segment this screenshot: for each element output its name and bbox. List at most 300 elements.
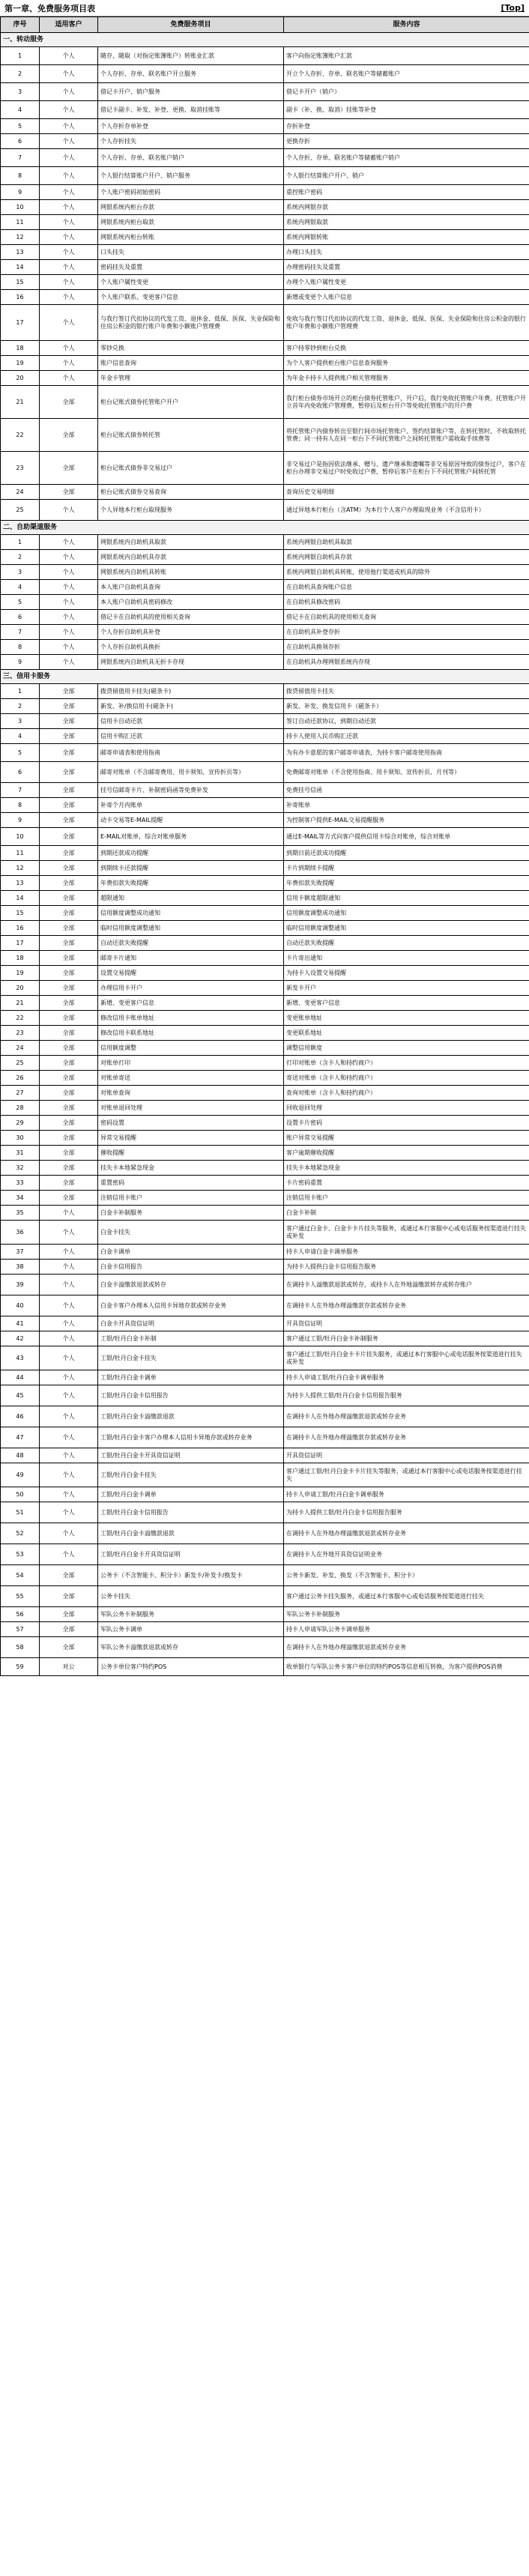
cell-no: 21 (1, 386, 40, 419)
table-row (1, 1295, 529, 1316)
cell-no: 18 (1, 341, 40, 356)
cell-no: 32 (1, 1161, 40, 1176)
cell-content: 在自助机具查询账户信息 (284, 580, 529, 595)
cell-customer: 个人 (40, 83, 98, 101)
cell-item: 口头挂失 (98, 245, 284, 260)
cell-content: 卡片寄出通知 (284, 951, 529, 966)
cell-customer: 个人 (40, 200, 98, 215)
cell-no: 24 (1, 485, 40, 500)
table-row (1, 1011, 529, 1026)
cell-item: 密码设置 (98, 1116, 284, 1131)
cell-no: 38 (1, 1260, 40, 1275)
cell-customer: 全部 (40, 828, 98, 846)
cell-item: 军队公务卡调单 (98, 1622, 284, 1637)
cell-content: 在调持卡人在外地办理溢缴款退款或转存业务 (284, 1523, 529, 1544)
cell-content: 开立个人存折、存单、联名账户等储蓄账户 (284, 65, 529, 83)
cell-item: 本人账户自助机具密码修改 (98, 595, 284, 610)
cell-customer: 全部 (40, 386, 98, 419)
cell-content: 办理口头挂失 (284, 245, 529, 260)
cell-content: 个人银行结算账户开户、销户 (284, 167, 529, 185)
cell-customer: 个人 (40, 356, 98, 371)
cell-content: 调整信用额度 (284, 1041, 529, 1056)
cell-content: 在调持卡人在外地开具资信证明业务 (284, 1544, 529, 1565)
table-row (1, 305, 529, 341)
cell-item: 年金卡管理 (98, 371, 284, 386)
cell-item: 网银系统内自助机具转账 (98, 565, 284, 580)
cell-item: 超限通知 (98, 891, 284, 906)
cell-content: 持卡人申请工银/牡丹白金卡调单服务 (284, 1370, 529, 1385)
cell-item: 办理信用卡开户 (98, 981, 284, 996)
cell-content: 为年金卡持卡人提供账户相关管理服务 (284, 371, 529, 386)
table-row (1, 200, 529, 215)
cell-content: 在自助机具补登存折 (284, 625, 529, 640)
cell-no: 51 (1, 1502, 40, 1523)
cell-item: 网银系统内柜台转账 (98, 230, 284, 245)
cell-item: 柜台记账式债券托管账户开户 (98, 386, 284, 419)
cell-item: 对账单打印 (98, 1056, 284, 1071)
cell-no: 47 (1, 1427, 40, 1448)
cell-item: 白金卡调单 (98, 1245, 284, 1260)
cell-customer: 个人 (40, 101, 98, 119)
cell-content: 免收与我行签订代扣协议的代发工资、退休金、低保、医保、失业保险和住房公积金的银行账户年费和小额账户管理费 (284, 305, 529, 341)
cell-item: 工银/牡丹白金卡溢缴款退款 (98, 1523, 284, 1544)
cell-item: 军队公务卡补制服务 (98, 1607, 284, 1622)
cell-item: 网银系统内柜台取款 (98, 215, 284, 230)
cell-no: 11 (1, 215, 40, 230)
cell-item: 账户信息查询 (98, 356, 284, 371)
cell-no: 17 (1, 305, 40, 341)
cell-no: 39 (1, 1275, 40, 1295)
table-row (1, 1116, 529, 1131)
cell-item: 动卡交易等E-MAIL提醒 (98, 813, 284, 828)
cell-customer: 全部 (40, 1146, 98, 1161)
cell-content: 将托管账户内债券转出至银行间市场托管账户、签约结算账户等，在转托管时，不收取转托管费；同一持有人在同一柜台下不同托管账户之间转托管账户需收取手续费等 (284, 419, 529, 452)
cell-customer: 个人 (40, 565, 98, 580)
cell-no: 16 (1, 921, 40, 936)
table-row (1, 625, 529, 640)
section-title: 三、信用卡服务 (1, 670, 529, 684)
cell-content: 查询历史交易明细 (284, 485, 529, 500)
cell-content: 账户异常交易提醒 (284, 1131, 529, 1146)
cell-no: 57 (1, 1622, 40, 1637)
cell-item: 个人账户联系、变更客户信息 (98, 290, 284, 305)
col-header-content: 服务内容 (284, 17, 529, 33)
table-row (1, 550, 529, 565)
cell-content: 新增、变更客户信息 (284, 996, 529, 1011)
cell-item: 对账单查询 (98, 1086, 284, 1101)
cell-customer: 全部 (40, 996, 98, 1011)
table-row (1, 828, 529, 846)
cell-customer: 个人 (40, 275, 98, 290)
table-row (1, 1463, 529, 1487)
table-row (1, 1427, 529, 1448)
cell-no: 1 (1, 47, 40, 65)
section-title: 一、转动服务 (1, 33, 529, 47)
cell-item: 柜台记账式债券交易查询 (98, 485, 284, 500)
cell-no: 27 (1, 1086, 40, 1101)
col-header-customer: 适用客户 (40, 17, 98, 33)
cell-no: 9 (1, 185, 40, 200)
cell-customer: 个人 (40, 550, 98, 565)
table-row (1, 876, 529, 891)
cell-customer: 全部 (40, 891, 98, 906)
table-row (1, 906, 529, 921)
table-row (1, 1586, 529, 1607)
cell-item: 军队公务卡溢缴款退款或转存 (98, 1637, 284, 1658)
table-row (1, 1346, 529, 1370)
cell-customer: 全部 (40, 744, 98, 762)
table-row (1, 371, 529, 386)
cell-no: 7 (1, 149, 40, 167)
cell-item: 白金卡开具资信证明 (98, 1316, 284, 1331)
cell-content: 在自助机具修改密码 (284, 595, 529, 610)
cell-content: 客户通过工银/牡丹白金卡补制服务 (284, 1331, 529, 1346)
cell-content: 通过E-MAIL等方式向客户提供信用卡综合对账单，综合对账单 (284, 828, 529, 846)
table-row (1, 1331, 529, 1346)
cell-no: 19 (1, 356, 40, 371)
table-row (1, 1658, 529, 1676)
cell-no: 50 (1, 1487, 40, 1502)
table-row (1, 684, 529, 699)
cell-content: 为控制客户提供E-MAIL交易提醒服务 (284, 813, 529, 828)
table-row (1, 1041, 529, 1056)
table-row (1, 1385, 529, 1406)
cell-content: 新增或变更个人账户信息 (284, 290, 529, 305)
table-row (1, 714, 529, 729)
cell-customer: 全部 (40, 1586, 98, 1607)
cell-no: 45 (1, 1385, 40, 1406)
cell-no: 42 (1, 1331, 40, 1346)
cell-customer: 个人 (40, 1295, 98, 1316)
cell-customer: 个人 (40, 1502, 98, 1523)
cell-customer: 个人 (40, 185, 98, 200)
cell-item: 本人账户自助机具查询 (98, 580, 284, 595)
cell-customer: 全部 (40, 1637, 98, 1658)
cell-customer: 个人 (40, 535, 98, 550)
cell-content: 在调持卡人在外地办理溢缴款存款或转存业务 (284, 1427, 529, 1448)
cell-content: 年费扣款失败提醒 (284, 876, 529, 891)
cell-no: 17 (1, 936, 40, 951)
page-title: 第一章、免费服务项目表 (4, 3, 95, 13)
cell-no: 30 (1, 1131, 40, 1146)
cell-content: 信用卡额度超限通知 (284, 891, 529, 906)
cell-customer: 全部 (40, 1622, 98, 1637)
table-row (1, 230, 529, 245)
cell-customer: 全部 (40, 699, 98, 714)
cell-content: 免费邮寄对账单（不含使用指南、用卡须知、宣传折页、月刊等） (284, 762, 529, 783)
cell-customer: 全部 (40, 419, 98, 452)
cell-item: 个人存折挂失 (98, 134, 284, 149)
cell-customer: 全部 (40, 1071, 98, 1086)
cell-item: 补寄个月内账单 (98, 798, 284, 813)
cell-no: 11 (1, 846, 40, 861)
cell-customer: 个人 (40, 1221, 98, 1245)
cell-content: 为持卡人提供白金卡信用报告服务 (284, 1260, 529, 1275)
cell-customer: 个人 (40, 215, 98, 230)
cell-customer: 全部 (40, 906, 98, 921)
table-row (1, 134, 529, 149)
cell-item: 公务卡单位客户特约POS (98, 1658, 284, 1676)
cell-no: 4 (1, 101, 40, 119)
cell-item: 随存、随取（对指定账簿账户）转账业汇款 (98, 47, 284, 65)
cell-customer: 全部 (40, 1131, 98, 1146)
cell-customer: 全部 (40, 1161, 98, 1176)
cell-item: 个人存折存单补登 (98, 119, 284, 134)
table-row (1, 260, 529, 275)
cell-item: 柜台记账式债券转托管 (98, 419, 284, 452)
cell-content: 在自助机具换领存折 (284, 640, 529, 655)
cell-customer: 个人 (40, 167, 98, 185)
cell-content: 为持卡人提供工银/牡丹白金卡信用报告服务 (284, 1502, 529, 1523)
table-row (1, 861, 529, 876)
section-row (1, 670, 529, 684)
cell-customer: 全部 (40, 684, 98, 699)
cell-content: 回收退回处理 (284, 1101, 529, 1116)
cell-content: 系统内网银转账 (284, 230, 529, 245)
top-link[interactable]: [Top] (501, 3, 525, 13)
table-row (1, 813, 529, 828)
cell-no: 7 (1, 625, 40, 640)
cell-customer: 全部 (40, 921, 98, 936)
cell-item: 临时信用额度调整通知 (98, 921, 284, 936)
cell-no: 5 (1, 119, 40, 134)
table-row (1, 798, 529, 813)
cell-no: 26 (1, 1071, 40, 1086)
table-row (1, 1523, 529, 1544)
table-row (1, 149, 529, 167)
cell-content: 为持卡人提供工银/牡丹白金卡信用报告服务 (284, 1385, 529, 1406)
cell-no: 19 (1, 966, 40, 981)
table-row (1, 1544, 529, 1565)
cell-no: 21 (1, 996, 40, 1011)
cell-no: 23 (1, 452, 40, 485)
cell-content: 为个人客户提供柜台账户信息查询服务 (284, 356, 529, 371)
cell-no: 15 (1, 906, 40, 921)
cell-customer: 个人 (40, 65, 98, 83)
table-row (1, 1637, 529, 1658)
cell-item: 密码挂失及重置 (98, 260, 284, 275)
cell-item: 工银/牡丹白金卡调单 (98, 1370, 284, 1385)
table-row (1, 1370, 529, 1385)
cell-customer: 个人 (40, 595, 98, 610)
cell-customer: 个人 (40, 1206, 98, 1221)
cell-no: 4 (1, 729, 40, 744)
cell-content: 系统内网银取款 (284, 215, 529, 230)
table-row (1, 245, 529, 260)
cell-content: 重控账户密码 (284, 185, 529, 200)
cell-item: 重置密码 (98, 1176, 284, 1191)
cell-customer: 全部 (40, 729, 98, 744)
cell-item: 个人存折、存单、联名账户开立服务 (98, 65, 284, 83)
table-row (1, 744, 529, 762)
cell-no: 54 (1, 1565, 40, 1586)
cell-content: 系统内网银自助机具存款 (284, 550, 529, 565)
cell-customer: 个人 (40, 1406, 98, 1427)
cell-no: 34 (1, 1191, 40, 1206)
table-row (1, 65, 529, 83)
cell-customer: 全部 (40, 981, 98, 996)
cell-content: 持卡人申请工银/牡丹白金卡调单服务 (284, 1487, 529, 1502)
cell-customer: 个人 (40, 1427, 98, 1448)
table-row (1, 762, 529, 783)
cell-item: 工银/牡丹白金卡信用报告 (98, 1502, 284, 1523)
cell-content: 打印对账单（含卡人和持约商户） (284, 1056, 529, 1071)
cell-no: 28 (1, 1101, 40, 1116)
cell-content: 到期日前还款成功提醒 (284, 846, 529, 861)
cell-content: 在调持卡人在外地办理溢缴款存款或转存业务 (284, 1295, 529, 1316)
cell-item: 注销信用卡账户 (98, 1191, 284, 1206)
cell-no: 55 (1, 1586, 40, 1607)
cell-no: 3 (1, 714, 40, 729)
cell-no: 20 (1, 371, 40, 386)
cell-no: 14 (1, 891, 40, 906)
cell-customer: 全部 (40, 861, 98, 876)
cell-customer: 个人 (40, 500, 98, 521)
cell-customer: 个人 (40, 1316, 98, 1331)
table-row (1, 783, 529, 798)
cell-item: 工银/牡丹白金卡溢缴款退款 (98, 1406, 284, 1427)
cell-item: E-MAIL对账单，综合对账单服务 (98, 828, 284, 846)
cell-content: 在调持卡人在外地办理溢缴款退款或转存业务 (284, 1637, 529, 1658)
table-row (1, 485, 529, 500)
cell-customer: 个人 (40, 1245, 98, 1260)
cell-item: 个人存折、存单、联名账户销户 (98, 149, 284, 167)
cell-content: 通过异地本行柜台（含ATM）为本行个人客户办理取现业务（不含信用卡） (284, 500, 529, 521)
cell-item: 信用卡购汇还款 (98, 729, 284, 744)
table-row (1, 610, 529, 625)
cell-customer: 个人 (40, 580, 98, 595)
cell-no: 41 (1, 1316, 40, 1331)
table-row (1, 1260, 529, 1275)
cell-customer: 个人 (40, 245, 98, 260)
table-row (1, 341, 529, 356)
cell-content: 开具资信证明 (284, 1316, 529, 1331)
cell-content: 办理密码挂失及重置 (284, 260, 529, 275)
table-row (1, 936, 529, 951)
cell-customer: 全部 (40, 1086, 98, 1101)
cell-no: 49 (1, 1463, 40, 1487)
cell-content: 签订自动还款协议，到期自动还款 (284, 714, 529, 729)
table-row (1, 1161, 529, 1176)
cell-customer: 全部 (40, 876, 98, 891)
cell-customer: 全部 (40, 798, 98, 813)
cell-content: 新发卡开户 (284, 981, 529, 996)
cell-content: 客户通过公务卡挂失服务，或通过本行客服中心或电话服务按渠道进行挂失 (284, 1586, 529, 1607)
cell-item: 零钞兑换 (98, 341, 284, 356)
cell-no: 16 (1, 290, 40, 305)
cell-item: 借记卡在自助机具的使用相关查询 (98, 610, 284, 625)
cell-content: 客户逾期催收提醒 (284, 1146, 529, 1161)
cell-customer: 全部 (40, 1026, 98, 1041)
cell-customer: 全部 (40, 1191, 98, 1206)
cell-item: 邮寄卡片通知 (98, 951, 284, 966)
cell-content: 借记卡开户（销户） (284, 83, 529, 101)
cell-content: 客户通过白金卡、白金卡卡片挂失等服务，或通过本行客服中心或电话服务按渠道进行挂失或补发 (284, 1221, 529, 1245)
cell-no: 43 (1, 1346, 40, 1370)
table-row (1, 119, 529, 134)
cell-content: 系统内网银自助机具转账，使用他行渠道或机具的除外 (284, 565, 529, 580)
cell-content: 办理个人账户属性变更 (284, 275, 529, 290)
cell-no: 8 (1, 640, 40, 655)
table-row (1, 1448, 529, 1463)
cell-customer: 个人 (40, 260, 98, 275)
cell-content: 持卡人申请军队公务卡调单服务 (284, 1622, 529, 1637)
cell-item: 修改信用卡账单地址 (98, 1011, 284, 1026)
cell-content: 设置卡片密码 (284, 1116, 529, 1131)
cell-no: 56 (1, 1607, 40, 1622)
cell-customer: 全部 (40, 485, 98, 500)
cell-customer: 全部 (40, 813, 98, 828)
table-row (1, 1176, 529, 1191)
cell-content: 收单银行与军队公务卡客户单位的特约POS等信息相互转换，为客户提供POS消费 (284, 1658, 529, 1676)
cell-customer: 对公 (40, 1658, 98, 1676)
cell-item: 公务卡挂失 (98, 1586, 284, 1607)
cell-content: 客户向指定账簿账户汇款 (284, 47, 529, 65)
cell-customer: 全部 (40, 783, 98, 798)
cell-customer: 全部 (40, 1056, 98, 1071)
cell-content: 在调持卡人在外地办理溢缴款退款或转存业务 (284, 1406, 529, 1427)
cell-no: 6 (1, 762, 40, 783)
cell-no: 12 (1, 861, 40, 876)
cell-customer: 个人 (40, 1370, 98, 1385)
cell-customer: 个人 (40, 1487, 98, 1502)
table-row (1, 167, 529, 185)
table-row (1, 356, 529, 371)
cell-item: 个人账户属性变更 (98, 275, 284, 290)
table-row (1, 891, 529, 906)
cell-no: 20 (1, 981, 40, 996)
cell-content: 自动还款失败提醒 (284, 936, 529, 951)
cell-no: 29 (1, 1116, 40, 1131)
cell-no: 8 (1, 167, 40, 185)
table-row (1, 966, 529, 981)
cell-customer: 个人 (40, 1275, 98, 1295)
cell-item: 与我行签订代扣协议的代发工资、退休金、低保、医保、失业保险和住房公积金的银行账户年费和小额账户管理费 (98, 305, 284, 341)
table-row (1, 215, 529, 230)
table-row (1, 565, 529, 580)
cell-no: 13 (1, 876, 40, 891)
table-row (1, 185, 529, 200)
table-row (1, 595, 529, 610)
cell-item: 催收提醒 (98, 1146, 284, 1161)
cell-content: 临时信用额度调整通知 (284, 921, 529, 936)
cell-content: 拨贷留值用卡挂失 (284, 684, 529, 699)
cell-content: 持卡人使用人民币购汇还款 (284, 729, 529, 744)
cell-customer: 全部 (40, 1607, 98, 1622)
cell-item: 到期还款成功提醒 (98, 846, 284, 861)
cell-item: 借记卡开户、销户服务 (98, 83, 284, 101)
cell-item: 借记卡副卡、补发、补登、更换、取消挂账等 (98, 101, 284, 119)
cell-customer: 个人 (40, 1544, 98, 1565)
cell-item: 工银/牡丹白金卡客户办理本人信用卡异地存款或转存业务 (98, 1427, 284, 1448)
table-row (1, 1275, 529, 1295)
cell-customer: 个人 (40, 134, 98, 149)
cell-item: 对账单寄送 (98, 1071, 284, 1086)
table-row (1, 386, 529, 419)
cell-no: 40 (1, 1295, 40, 1316)
table-row (1, 1191, 529, 1206)
table-header-row (1, 17, 529, 33)
cell-item: 个人存折自助机具补登 (98, 625, 284, 640)
cell-no: 2 (1, 550, 40, 565)
cell-customer: 个人 (40, 119, 98, 134)
table-row (1, 1071, 529, 1086)
cell-no: 37 (1, 1245, 40, 1260)
cell-customer: 个人 (40, 47, 98, 65)
cell-no: 6 (1, 610, 40, 625)
cell-no: 1 (1, 535, 40, 550)
table-row (1, 101, 529, 119)
